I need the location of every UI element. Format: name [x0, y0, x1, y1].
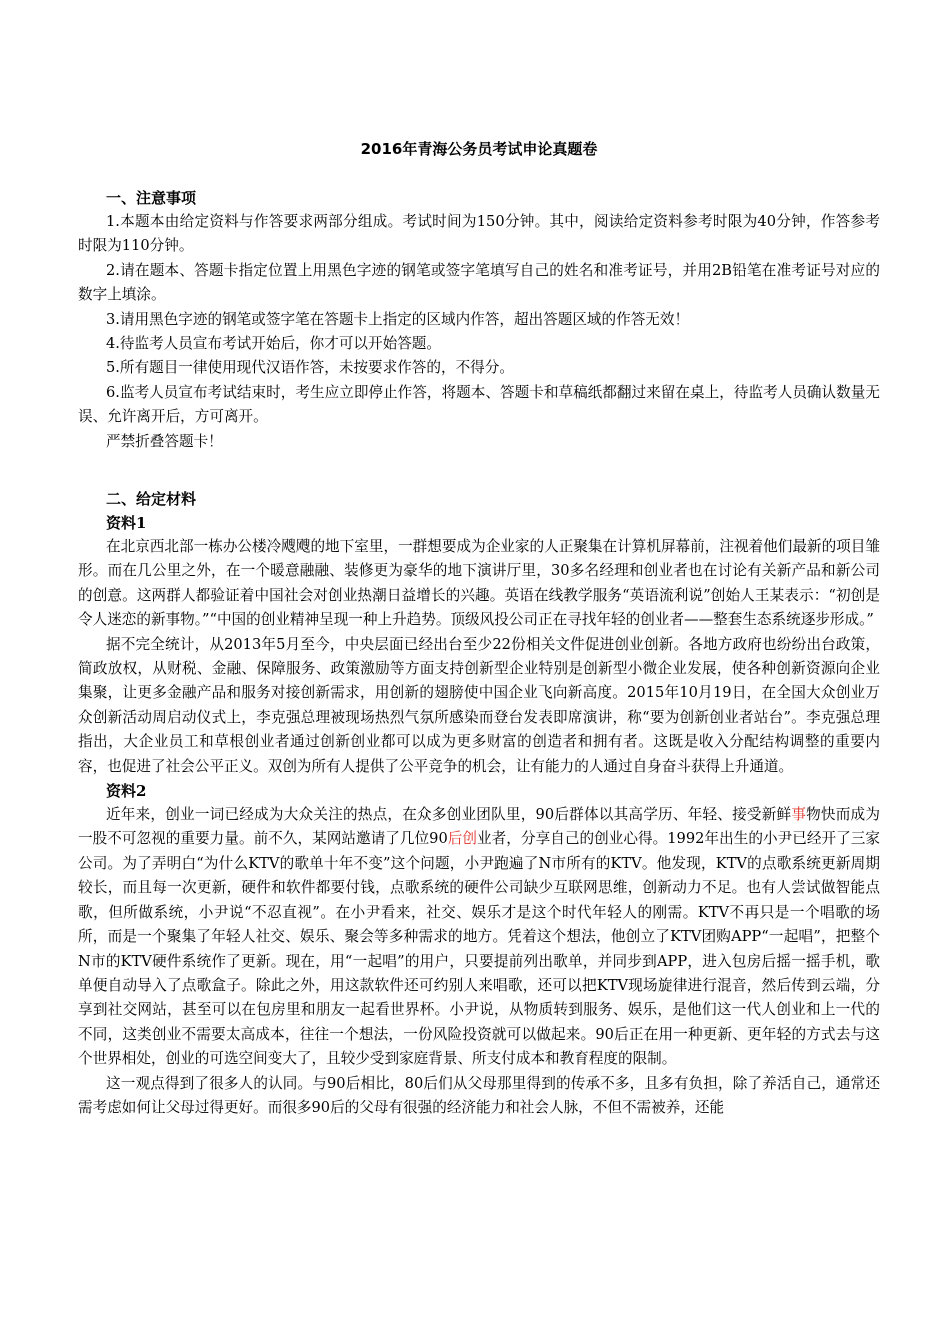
- material-1-paragraph-1: 在北京西北部一栋办公楼冷飕飕的地下室里，一群想要成为企业家的人正聚集在计算机屏幕前，注视着他们最新的项目雏形。而在几公里之外，在一个暖意融融、装修更为豪华的地下演讲厅里，30多名经理和创业者也在讨论有关新产品和新公司的创意。这两群人都验证着中国社会对创业热潮日益增长的兴趣。英语在线教学服务“英语流利说”创始人王某表示：“初创是令人迷恋的新事物。”“中国的创业精神呈现一种上升趋势。顶级风投公司正在寻找年轻的创业者——整套生态系统逐步形成。”: [78, 538, 880, 629]
- material-2-highlight-1: 事: [791, 806, 807, 824]
- section-materials: [78, 487, 880, 1120]
- material-2-paragraph-2: 这一观点得到了很多人的认同。与90后相比，80后们从父母那里得到的传承不多，且多有负担，除了养活自己，通常还需考虑如何让父母过得更好。而很多90后的父母有很强的经济能力和社会人脉，不但不需被养，还能: [78, 1074, 880, 1116]
- notice-item-5: 5.所有题目一律使用现代汉语作答，未按要求作答的，不得分。: [106, 359, 514, 377]
- notice-item-2: 2.请在题本、答题卡指定位置上用黑色字迹的钢笔或签字笔填写自己的姓名和准考证号，并用2B铅笔在准考证号对应的数字上填涂。: [78, 261, 880, 304]
- page-title: 2016年青海公务员考试申论真题卷: [360, 140, 598, 158]
- material-1-paragraph-2: 据不完全统计，从2013年5月至今，中央层面已经出台至少22份相关文件促进创业创新。各地方政府也纷纷出台政策，简政放权，从财税、金融、保障服务、政策激励等方面支持创新型企业特别是创新型小微企业发展，使各种创新资源向企业集聚，让更多金融产品和服务对接创新需求，用创新的翅膀使中国企业飞向新高度。2015年10月19日，在全国大众创业万众创新活动周启动仪式上，李克强总理被现场热烈气氛所感染而登台发表即席演讲，称“要为创新创业者站台”。李克强总理指出，大企业员工和草根创业者通过创新创业都可以成为更多财富的创造者和拥有者。这既是收入分配结构调整的重要内容，也促进了社会公平正义。双创为所有人提供了公平竞争的机会，让有能力的人通过自身奋斗获得上升通道。: [78, 635, 880, 775]
- material-2-label: 资料2: [106, 782, 147, 801]
- notice-item-6: 6.监考人员宣布考试结束时，考生应立即停止作答，将题本、答题卡和草稿纸都翻过来留在桌上，待监考人员确认数量无误、允许离开后，方可离开。: [78, 383, 880, 426]
- section-heading-notice: 一、注意事项: [106, 189, 197, 207]
- section-heading-materials: 二、给定材料: [106, 490, 197, 508]
- material-2-text-c: 业者，分享自己的创业心得。1992年出生的小尹已经开了三家公司。为了弄明白“为什么KTV的歌单十年不变”这个问题，小尹跑遍了N市所有的KTV。他发现，KTV的点歌系统更新周期较长，而且每一次更新，硬件和软件都要付钱，点歌系统的硬件公司缺少互联网思维，创新动力不足。也有人尝试做智能点歌，但所做系统，小尹说“不忍直视”。在小尹看来，社交、娱乐才是这个时代年轻人的刚需。KTV不再只是一个唱歌的场所，而是一个聚集了年轻人社交、娱乐、聚会等多种需求的地方。凭着这个想法，他创立了KTV团购APP“一起唱”，把整个N市的KTV硬件系统作了更新。现在，用“一起唱”的用户，只要提前列出歌单，并同步到APP，进入包房后摇一摇手机，歌单便自动导入了点歌盒子。除此之外，用这款软件还可约别人来唱歌，还可以把KTV现场旋律进行混音，然后传到云端，分享到社交网站，甚至可以在包房里和朋友一起看世界杯。小尹说，从物质转到服务、娱乐，是他们这一代人创业和上一代的不同，这类创业不需要太高成本，往往一个想法，一份风险投资就可以做起来。90后正在用一种更新、更年轻的方式去与这个世界相处，创业的可选空间变大了，且较少受到家庭背景、所支付成本和教育程度的限制。: [78, 830, 880, 1068]
- notice-item-4: 4.待监考人员宣布考试开始后，你才可以开始答题。: [106, 335, 441, 353]
- notice-item-1: 1.本题本由给定资料与作答要求两部分组成。考试时间为150分钟。其中，阅读给定资料参考时限为40分钟，作答参考时限为110分钟。: [78, 213, 880, 255]
- material-2-text-a: 近年来，创业一词已经成为大众关注的热点，在众多创业团队里，90后群体以其高学历、年轻、接受新鲜: [106, 806, 792, 824]
- notice-item-3: 3.请用黑色字迹的钢笔或签字笔在答题卡上指定的区域内作答，超出答题区域的作答无效！: [106, 310, 690, 328]
- material-1-label: 资料1: [106, 514, 147, 532]
- material-2-text-b: 物快而成为一股不可忽视的重要力量。前不久，某网站邀请了几位90: [78, 806, 880, 848]
- material-2-paragraph-1: [78, 803, 880, 1071]
- section-notice: [78, 186, 880, 454]
- notice-warning: 严禁折叠答题卡！: [106, 432, 223, 450]
- material-2-highlight-2: 后创: [447, 830, 478, 848]
